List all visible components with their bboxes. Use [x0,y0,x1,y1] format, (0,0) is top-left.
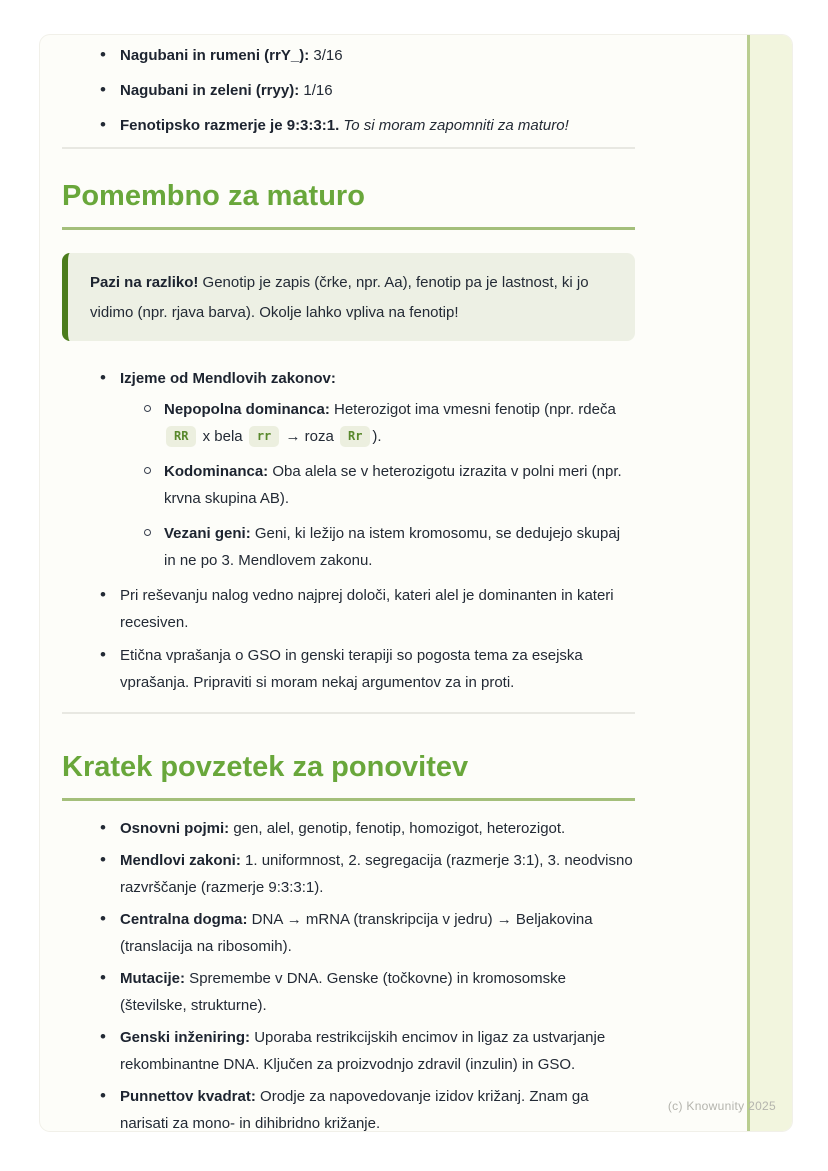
note-content [62,42,635,1131]
page-accent-strip [747,35,792,1131]
list-item-text: Etična vprašanja o GSO in genski terapiji so pogosta tema za esejska vprašanja. Pripraviti si moram nekaj argumentov za in proti. [120,647,583,691]
section-title-important: Pomembno za maturo [62,179,635,230]
sublist-item-term: Nepopolna dominanca: [164,401,330,418]
summary-list [62,815,635,1131]
summary-item-genetic-engineering [120,1024,635,1078]
summary-item-central-dogma [120,906,635,960]
list-item-term: Centralna dogma: [120,911,248,928]
warning-callout [62,253,635,341]
sublist-item-text: ). [372,428,382,445]
list-item-term: Nagubani in zeleni (rryy): [120,82,300,99]
list-item-text: DNA → mRNA (transkripcija v jedru) → Beljakovina (translacija na ribosomih). [120,911,593,955]
list-item-term: Mutacije: [120,970,186,987]
section-divider [62,712,635,714]
list-item [120,77,635,104]
list-item-text: gen, alel, genotip, fenotip, homozigot, heterozigot. [229,820,566,837]
sublist-item-codominance [164,458,635,512]
list-item-term: Fenotipsko razmerje je 9:3:3:1. [120,117,340,134]
list-item-term: Osnovni pojmi: [120,820,230,837]
sublist-item-linked-genes [164,520,635,574]
list-item-term: Genski inženiring: [120,1029,251,1046]
list-item-text: 1. uniformnost, 2. segregacija (razmerje 3:1), 3. neodvisno razvrščanje (razmerje 9:3:3:1). [120,852,633,896]
genotype-chip: rr [249,426,279,447]
list-item-text: Orodje za napovedovanje izidov križanj. Znam ga narisati za mono- in dihibridno križanje. [120,1088,589,1131]
sublist-item-text: → roza [281,428,338,445]
sublist-item-incomplete-dominance [164,396,635,450]
list-item-text: 1/16 [299,82,333,99]
exceptions-sublist [120,396,635,574]
list-item-note [120,582,635,636]
section-title-summary: Kratek povzetek za ponovitev [62,750,635,801]
list-item [120,42,635,69]
callout-text [90,268,615,328]
callout-body: Genotip je zapis (črke, npr. Aa), fenotip pa je lastnost, ki jo vidimo (npr. rjava barva). Okolje lahko vpliva na fenotip! [90,274,589,321]
list-item-term: Izjeme od Mendlovih zakonov: [120,370,336,387]
section-divider [62,147,635,149]
summary-item-mutations [120,965,635,1019]
summary-item-basics [120,815,635,842]
sublist-item-text: Heterozigot ima vmesni fenotip (npr. rdeča [329,401,616,418]
summary-item-mendel-laws [120,847,635,901]
list-item-text: 3/16 [309,47,343,64]
list-item-text: Uporaba restrikcijskih encimov in ligaz za ustvarjanje rekombinantne DNA. Ključen za proizvodnjo zdravil (inzulin) in GSO. [120,1029,606,1073]
sublist-item-text: x bela [198,428,247,445]
sublist-item-term: Kodominanca: [164,463,269,480]
genotype-chip: Rr [340,426,370,447]
list-item-note-italic: To si moram zapomniti za maturo! [339,117,569,134]
list-item-term: Mendlovi zakoni: [120,852,241,869]
note-page [40,35,792,1131]
callout-lead: Pazi na razliko! [90,274,199,291]
summary-item-punnett-square [120,1083,635,1131]
sublist-item-text: Oba alela se v heterozigotu izrazita v polni meri (npr. krvna skupina AB). [164,463,622,507]
list-item [120,112,635,139]
phenotype-ratio-list [62,42,635,139]
list-item-exceptions [120,365,635,574]
sublist-item-text: Geni, ki ležijo na istem kromosomu, se dedujejo skupaj in ne po 3. Mendlovem zakonu. [164,525,621,569]
list-item-term: Nagubani in rumeni (rrY_): [120,47,310,64]
sublist-item-term: Vezani geni: [164,525,251,542]
genotype-chip: RR [166,426,196,447]
copyright-watermark: (c) Knowunity 2025 [667,1099,776,1113]
important-list [62,365,635,696]
list-item-text: Spremembe v DNA. Genske (točkovne) in kromosomske (številske, strukturne). [120,970,566,1014]
list-item-term: Punnettov kvadrat: [120,1088,256,1105]
list-item-note [120,642,635,696]
list-item-text: Pri reševanju nalog vedno najprej določi, kateri alel je dominanten in kateri recesiven. [120,587,614,631]
